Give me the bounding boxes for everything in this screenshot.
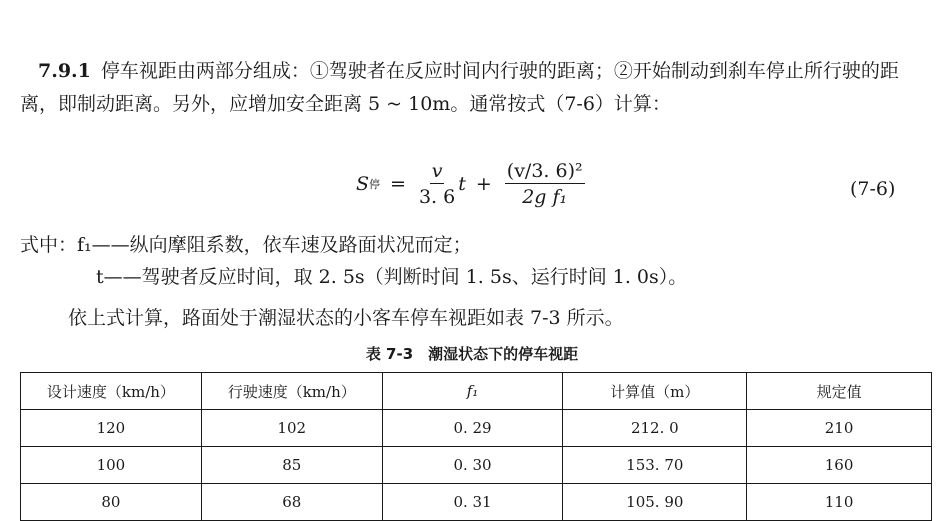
table-cell: 153. 70 xyxy=(563,447,747,484)
formula-t: t xyxy=(458,173,466,195)
header-running-speed: 行驶速度（km/h） xyxy=(201,373,382,410)
section-body: 停车视距由两部分组成：①驾驶者在反应时间内行驶的距离；②开始制动到刹车停止所行驶的距离，即制动距离。另外，应增加安全距离 5 ~ 10m。通常按式（7-6）计算： xyxy=(20,60,899,115)
table-cell: 0. 29 xyxy=(382,410,563,447)
stopping-distance-formula xyxy=(356,160,588,208)
table-cell: 105. 90 xyxy=(563,484,747,521)
stopping-sight-distance-table xyxy=(20,372,932,521)
table-cell: 120 xyxy=(21,410,202,447)
formula-equals: = xyxy=(390,173,406,195)
fraction-2-numerator: (v/3. 6)² xyxy=(506,160,583,182)
table-cell: 102 xyxy=(201,410,382,447)
header-calculated-value: 计算值（m） xyxy=(563,373,747,410)
section-paragraph xyxy=(20,55,932,121)
table-caption: 表 7-3 潮湿状态下的停车视距 xyxy=(365,345,579,363)
header-specified-value: 规定值 xyxy=(747,373,932,410)
table-header-row xyxy=(21,373,932,410)
header-design-speed: 设计速度（km/h） xyxy=(21,373,202,410)
section-number: 7.9.1 xyxy=(38,60,91,82)
equation-number: (7-6) xyxy=(850,178,896,200)
fraction-1-denominator: 3. 6 xyxy=(418,186,456,208)
table-cell: 210 xyxy=(747,410,932,447)
formula-fraction-2 xyxy=(505,160,585,208)
formula-fraction-1 xyxy=(419,160,455,208)
fraction-2-denominator: 2g f₁ xyxy=(522,186,568,208)
definition-t: t——驾驶者反应时间，取 2. 5s（判断时间 1. 5s、运行时间 1. 0s）。 xyxy=(96,266,688,288)
table-cell: 0. 30 xyxy=(382,447,563,484)
table-row xyxy=(21,410,932,447)
table-cell: 68 xyxy=(201,484,382,521)
table-cell: 0. 31 xyxy=(382,484,563,521)
table-cell: 85 xyxy=(201,447,382,484)
table-intro-paragraph: 依上式计算，路面处于潮湿状态的小客车停车视距如表 7-3 所示。 xyxy=(68,307,624,329)
fraction-1-numerator: v xyxy=(431,160,443,182)
table-cell: 100 xyxy=(21,447,202,484)
table-cell: 212. 0 xyxy=(563,410,747,447)
table-cell: 110 xyxy=(747,484,932,521)
formula-lhs: S xyxy=(356,173,370,195)
definition-f1: 式中：f₁——纵向摩阻系数，依车速及路面状况而定； xyxy=(20,234,472,256)
table-cell: 80 xyxy=(21,484,202,521)
table-cell: 160 xyxy=(747,447,932,484)
table-row xyxy=(21,484,932,521)
table-row xyxy=(21,447,932,484)
formula-plus: + xyxy=(475,173,492,195)
formula-lhs-subscript: 停 xyxy=(369,178,381,191)
header-f1: f₁ xyxy=(382,373,563,410)
